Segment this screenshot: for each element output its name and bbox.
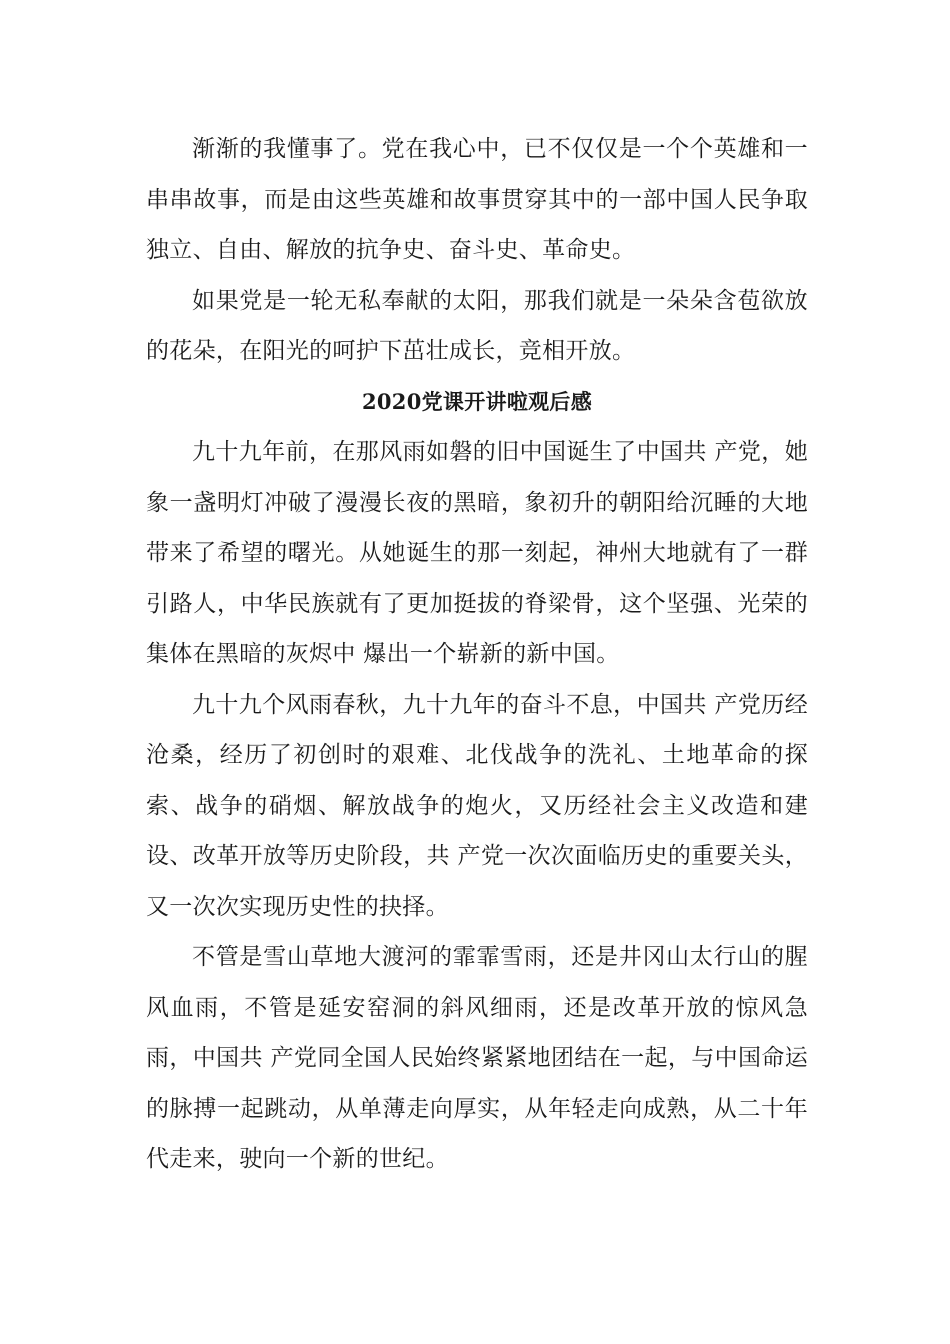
section-heading: 2020党课开讲啦观后感: [361, 388, 593, 414]
paragraph-ninety-nine-years-ago: 九十九年前，在那风雨如磐的旧中国诞生了中国共 产党，她象一盏明灯冲破了漫漫长夜的黑暗，象初升的朝阳给沉睡的大地带来了希望的曙光。从她诞生的那一刻起，神州大地就有了一群引路人，中华民族就有了更加挺拔的脊梁骨，这个坚强、光荣的集体在黑暗的灰烬中 爆出一个崭新的新中国。: [146, 439, 808, 667]
paragraph-sun-flowers: 如果党是一轮无私奉献的太阳，那我们就是一朵朵含苞欲放的花朵，在阳光的呵护下茁壮成长，竞相开放。: [146, 287, 808, 364]
paragraph-snow-and-rain: 不管是雪山草地大渡河的霏霏雪雨，还是井冈山太行山的腥风血雨，不管是延安窑洞的斜风细雨，还是改革开放的惊风急雨，中国共 产党同全国人民始终紧紧地团结在一起，与中国命运的脉搏一起跳动，从单薄走向厚实，从年轻走向成熟，从二十年代走来，驶向一个新的世纪。: [146, 944, 808, 1172]
document-body: [146, 124, 808, 1185]
paragraph-ninety-nine-springs: 九十九个风雨春秋，九十九年的奋斗不息，中国共 产党历经沧桑，经历了初创时的艰难、北伐战争的洗礼、土地革命的探索、战争的硝烟、解放战争的炮火，又历经社会主义改造和建设、改革开放等历史阶段，共 产党一次次面临历史的重要关头，又一次次实现历史性的抉择。: [146, 691, 808, 920]
paragraph-understanding: 渐渐的我懂事了。党在我心中，已不仅仅是一个个英雄和一串串故事，而是由这些英雄和故事贯穿其中的一部中国人民争取独立、自由、解放的抗争史、奋斗史、革命史。: [146, 136, 808, 263]
